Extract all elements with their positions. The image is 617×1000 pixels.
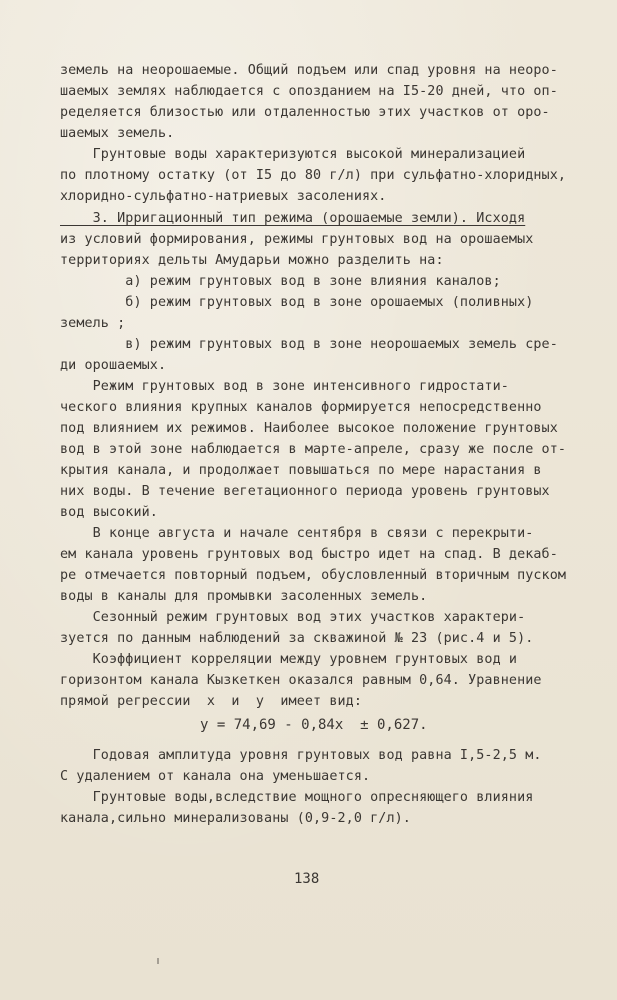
text-line: из условий формирования, режимы грунтовых вод на орошаемых bbox=[60, 232, 534, 247]
text-line: по плотному остатку (от I5 до 80 г/л) при сульфатно-хлоридных, bbox=[60, 168, 567, 183]
text-line: шаемых землях наблюдается с опозданием на I5-20 дней, что оп- bbox=[60, 84, 558, 99]
list-item: б) режим грунтовых вод в зоне орошаемых (поливных) bbox=[60, 295, 534, 310]
text-line: крытия канала, и продолжает повышаться по мере нарастания в bbox=[60, 463, 542, 478]
text-line: ределяется близостью или отдаленностью этих участков от оро- bbox=[60, 105, 550, 120]
page-number: 138 bbox=[294, 871, 320, 887]
text-line: В конце августа и начале сентября в связи с перекрыти- bbox=[60, 526, 534, 541]
text-line: под влиянием их режимов. Наиболее высокое положение грунтовых bbox=[60, 421, 558, 436]
paper-mark bbox=[157, 958, 159, 964]
text-line: ди орошаемых. bbox=[60, 358, 167, 373]
text-line: них воды. В течение вегетационного периода уровень грунтовых bbox=[60, 484, 550, 499]
text-line: ре отмечается повторный подъем, обусловленный вторичным пуском bbox=[60, 568, 567, 583]
text-line: земель ; bbox=[60, 316, 126, 331]
text-line: горизонтом канала Кызкеткен оказался равным 0,64. Уравнение bbox=[60, 673, 542, 688]
list-item: в) режим грунтовых вод в зоне неорошаемых земель сре- bbox=[60, 337, 558, 352]
text-line: ческого влияния крупных каналов формируется непосредственно bbox=[60, 400, 542, 415]
text-line: территориях дельты Амударьи можно разделить на: bbox=[60, 253, 444, 268]
text-line: Режим грунтовых вод в зоне интенсивного гидростати- bbox=[60, 379, 509, 394]
regression-equation: y = 74,69 - 0,84x ± 0,627. bbox=[200, 717, 428, 733]
text-line: хлоридно-сульфатно-натриевых засолениях. bbox=[60, 189, 387, 204]
text-line: Грунтовые воды,вследствие мощного опресняющего влияния bbox=[60, 790, 534, 805]
section-heading: 3. Ирригационный тип режима (орошаемые земли). Исходя bbox=[60, 211, 526, 226]
text-line: зуется по данным наблюдений за скважиной № 23 (рис.4 и 5). bbox=[60, 631, 534, 646]
text-line: Годовая амплитуда уровня грунтовых вод равна I,5-2,5 м. bbox=[60, 748, 542, 763]
text-line: Коэффициент корреляции между уровнем грунтовых вод и bbox=[60, 652, 518, 667]
text-line: Грунтовые воды характеризуются высокой минерализацией bbox=[60, 147, 526, 162]
text-line: шаемых земель. bbox=[60, 126, 175, 141]
text-line: ем канала уровень грунтовых вод быстро идет на спад. В декаб- bbox=[60, 547, 558, 562]
text-line: канала,сильно минерализованы (0,9-2,0 г/л). bbox=[60, 811, 411, 826]
list-item: а) режим грунтовых вод в зоне влияния каналов; bbox=[60, 274, 501, 289]
text-line: вод высокий. bbox=[60, 505, 158, 520]
text-line: вод в этой зоне наблюдается в марте-апреле, сразу же после от- bbox=[60, 442, 567, 457]
text-line: прямой регрессии x и y имеет вид: bbox=[60, 694, 362, 709]
text-line: Сезонный режим грунтовых вод этих участков характери- bbox=[60, 610, 526, 625]
text-line: земель на неорошаемые. Общий подъем или спад уровня на неоро- bbox=[60, 63, 558, 78]
text-line: С удалением от канала она уменьшается. bbox=[60, 769, 371, 784]
text-line: воды в каналы для промывки засоленных земель. bbox=[60, 589, 428, 604]
